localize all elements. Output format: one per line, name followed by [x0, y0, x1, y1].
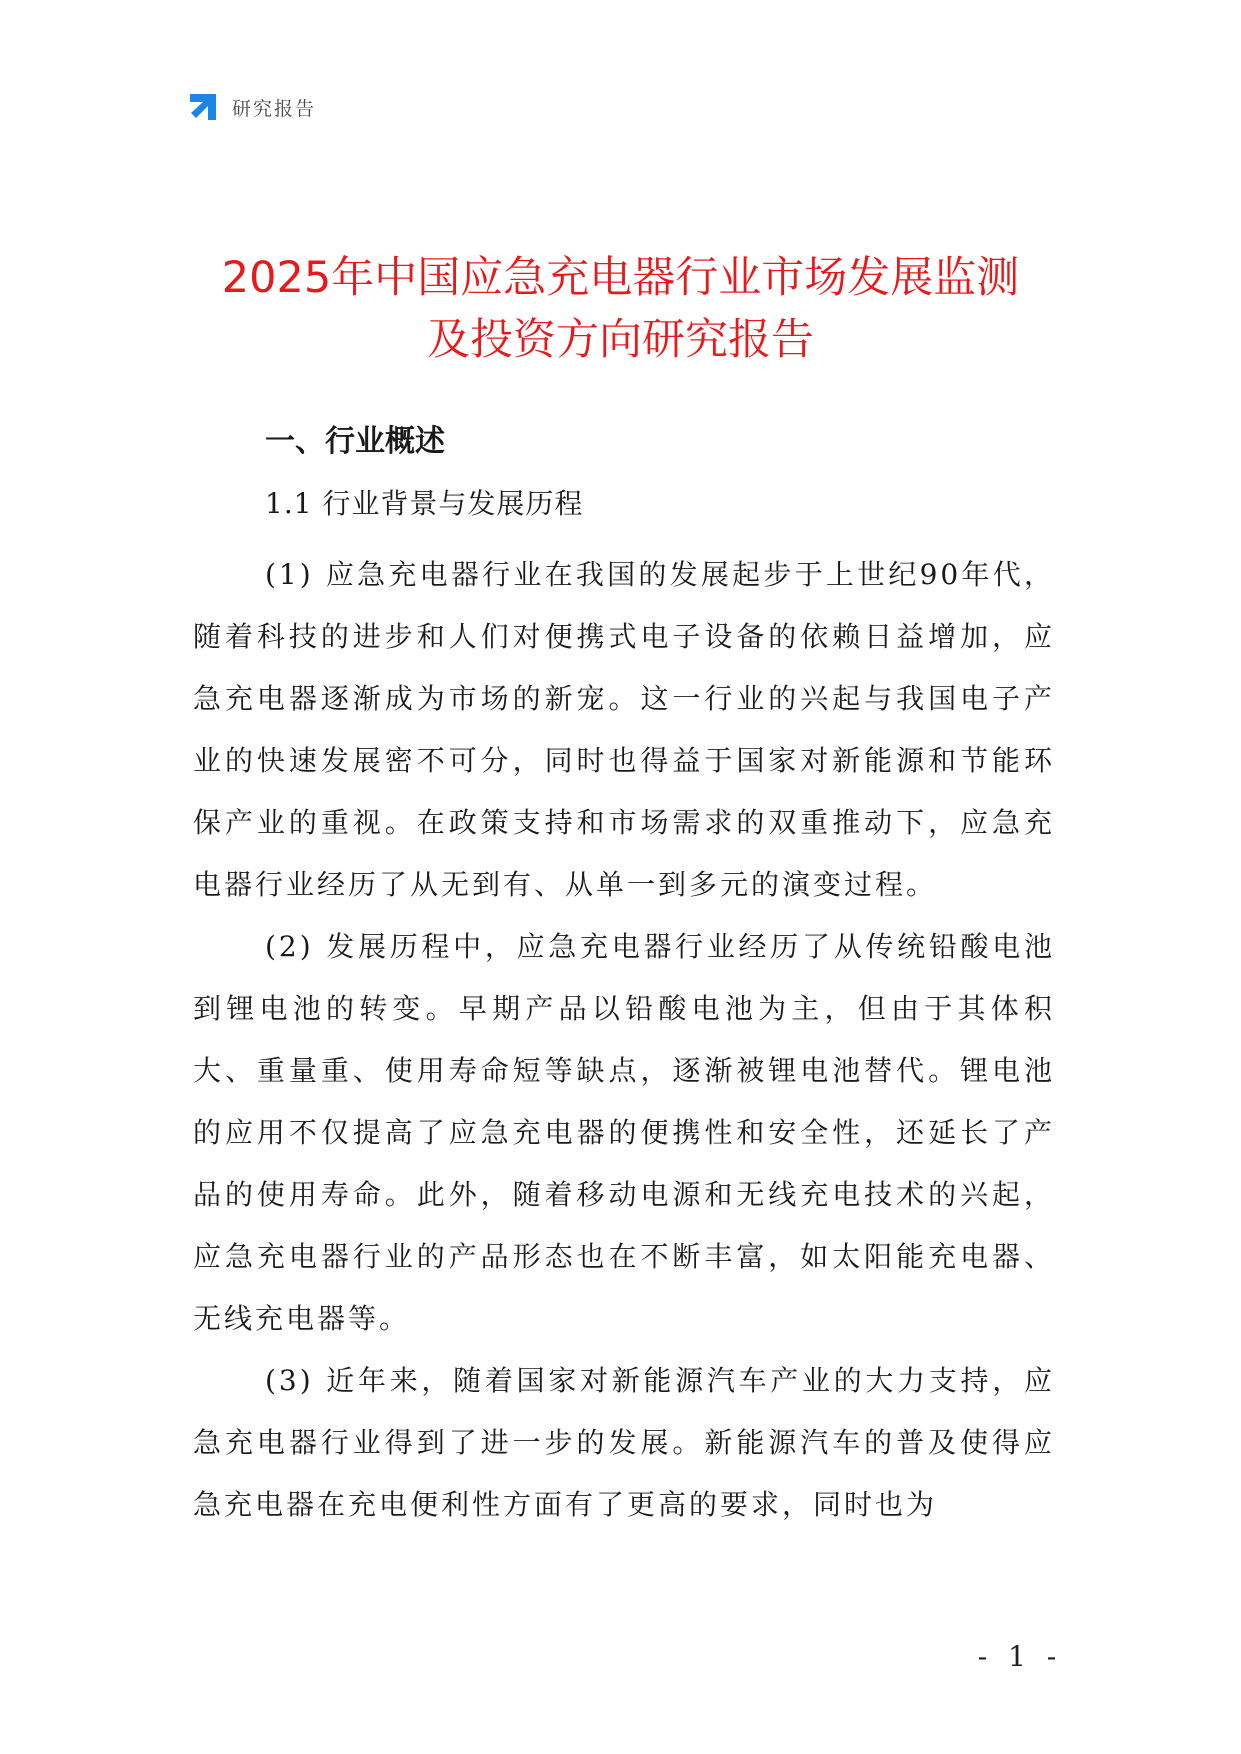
paragraph-3: (3) 近年来，随着国家对新能源汽车产业的大力支持，应急充电器行业得到了进一步的发展。新能源汽车的普及使得应急充电器在充电便利性方面有了更高的要求，同时也为: [193, 1364, 1055, 1521]
subsection-heading: 1.1 行业背景与发展历程: [265, 487, 584, 520]
title-line-1: 2025年中国应急充电器行业市场发展监测: [221, 252, 1020, 303]
page-number: - 1 -: [977, 1640, 1063, 1673]
arrow-logo-icon: [188, 92, 218, 122]
paragraph-2: (2) 发展历程中，应急充电器行业经历了从传统铅酸电池到锂电池的转变。早期产品以铅酸电池为主，但由于其体积大、重量重、使用寿命短等缺点，逐渐被锂电池替代。锂电池的应用不仅提高了应急充电器的便携性和安全性，还延长了产品的使用寿命。此外，随着移动电源和无线充电技术的兴起，应急充电器行业的产品形态也在不断丰富，如太阳能充电器、无线充电器等。: [193, 930, 1055, 1335]
header-label: 研究报告: [232, 97, 317, 120]
document-title: [150, 247, 1091, 371]
page-header: [188, 92, 316, 122]
section-heading: 一、行业概述: [265, 424, 445, 459]
title-line-2: 及投资方向研究报告: [427, 314, 814, 365]
paragraph-1: (1) 应急充电器行业在我国的发展起步于上世纪90年代，随着科技的进步和人们对便携式电子设备的依赖日益增加，应急充电器逐渐成为市场的新宠。这一行业的兴起与我国电子产业的快速发展密不可分，同时也得益于国家对新能源和节能环保产业的重视。在政策支持和市场需求的双重推动下，应急充电器行业经历了从无到有、从单一到多元的演变过程。: [193, 558, 1055, 901]
body-text: [193, 544, 1055, 1536]
